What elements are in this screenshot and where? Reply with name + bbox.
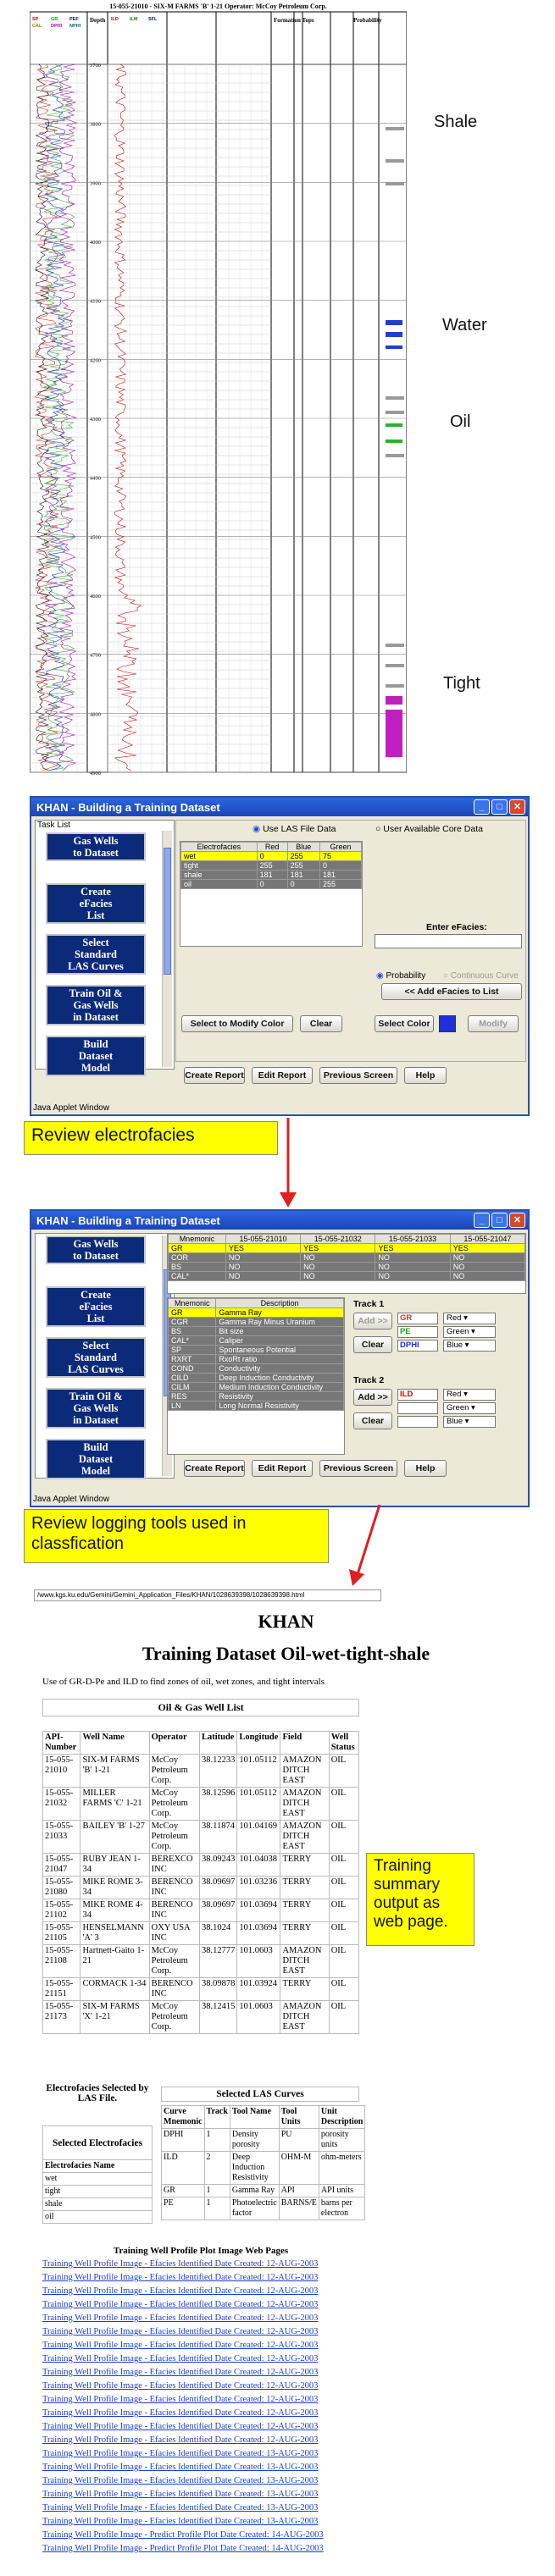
track2-clear-button[interactable]: Clear — [353, 1412, 392, 1429]
well-list-table — [42, 1731, 359, 2034]
track-curve-field[interactable]: DPHI — [397, 1340, 438, 1352]
probability-bar — [386, 664, 404, 667]
efacies-input[interactable] — [375, 934, 522, 948]
profile-image-link[interactable]: Training Well Profile Image - Efacies Identified Date Created: 12-AUG-2003 — [42, 2300, 319, 2309]
radio-continuous[interactable]: ○ Continuous Curve — [443, 971, 519, 981]
depth-tick: 4100 — [90, 298, 101, 305]
column-header[interactable]: Red — [257, 843, 287, 852]
footer-button[interactable]: Create Report — [184, 1460, 245, 1477]
task-list-scrollbar[interactable] — [162, 831, 172, 1067]
window-title: KHAN - Building a Training Dataset — [36, 800, 220, 814]
well-row: 15-055-21105 HENSELMANN 'A' 3 OXY USA INC 38.1024 101.03694 TERRY OIL — [43, 1922, 359, 1945]
track-curve-field[interactable]: ILD — [397, 1389, 438, 1401]
log-curve — [44, 64, 75, 771]
table-row[interactable]: COND Conductivity — [169, 1364, 344, 1374]
log-curve — [36, 64, 49, 771]
well-row: 15-055-21032 MILLER FARMS 'C' 1-21 McCoy Petroleum Corp. 38.12596 101.05112 AMAZON DITCH EAST OIL — [43, 1788, 359, 1821]
well-row: 15-055-21010 SIX-M FARMS 'B' 1-21 McCoy Petroleum Corp. 38.12233 101.05112 AMAZON DITCH EAST OIL — [43, 1755, 359, 1788]
probability-bar — [386, 454, 404, 457]
depth-tick: 4700 — [90, 652, 101, 659]
efacies-table[interactable] — [180, 841, 363, 947]
column-header: Latitude — [199, 1732, 236, 1755]
curve-legend: NPHI — [69, 24, 81, 29]
maximize-icon[interactable]: □ — [491, 1213, 508, 1228]
well-curve-table[interactable] — [167, 1233, 526, 1294]
profile-image-link[interactable]: Training Well Profile Image - Efacies Identified Date Created: 12-AUG-2003 — [42, 2273, 319, 2282]
select-modify-color-button[interactable]: Select to Modify Color — [181, 1015, 293, 1032]
probability-bar — [386, 159, 404, 163]
profile-image-link[interactable]: Training Well Profile Image - Efacies Identified Date Created: 12-AUG-2003 — [42, 2259, 319, 2269]
track1-clear-button[interactable]: Clear — [353, 1336, 392, 1353]
depth-tick: 3700 — [90, 63, 101, 69]
track1-add-button[interactable]: Add >> — [353, 1313, 392, 1329]
column-header[interactable]: Mnemonic — [169, 1235, 226, 1244]
track-color-select[interactable]: Green ▾ — [443, 1402, 496, 1414]
task-button[interactable]: Select Standard LAS Curves — [46, 1337, 146, 1378]
table-row[interactable]: GR Gamma Ray — [169, 1308, 344, 1318]
profile-image-link[interactable]: Training Well Profile Image - Predict Profile Plot Date Created: 14-AUG-2003 — [42, 2544, 324, 2553]
probability-bar — [386, 332, 402, 337]
log-canvas — [30, 0, 407, 779]
label-shale: Shale — [434, 113, 478, 131]
curve-row: ILD 2 Deep Induction Resistivity OHM-M ohm-meters — [162, 2152, 365, 2185]
task-button[interactable]: Train Oil & Gas Wells in Dataset — [46, 1388, 146, 1429]
column-header: Longitude — [237, 1732, 280, 1755]
task-button[interactable]: Select Standard LAS Curves — [46, 934, 146, 975]
log-header — [30, 12, 407, 64]
maximize-icon[interactable]: □ — [491, 799, 508, 815]
curve-row: GR 1 Gamma Ray API API units — [162, 2185, 365, 2197]
depth-header: Depth — [90, 17, 106, 24]
footer-button[interactable]: Edit Report — [252, 1067, 313, 1084]
column-header: Tool Units — [279, 2106, 319, 2129]
callout-training-summary: Training summary output as web page. — [366, 1853, 475, 1946]
column-header[interactable]: Green — [319, 843, 361, 852]
column-header[interactable]: 15-055-21032 — [301, 1235, 375, 1244]
applet-status: Java Applet Window — [33, 1103, 110, 1113]
table-row[interactable]: SP Spontaneous Potential — [169, 1346, 344, 1355]
column-header[interactable]: Mnemonic — [169, 1299, 216, 1308]
table-row[interactable]: CAL* Caliper — [169, 1336, 344, 1346]
table-row[interactable]: CILD Deep Induction Conductivity — [169, 1374, 344, 1383]
table-row[interactable]: shale 181 181 181 — [181, 871, 362, 880]
well-list-title: Oil & Gas Well List — [42, 1699, 359, 1716]
track-color-select[interactable]: Red ▾ — [443, 1313, 496, 1324]
task-button[interactable]: Train Oil & Gas Wells in Dataset — [46, 985, 146, 1025]
report-brand: KHAN — [258, 1611, 314, 1632]
table-row[interactable]: CAL* NO NO NO NO — [169, 1272, 525, 1281]
color-swatch — [439, 1015, 456, 1032]
track1-label: Track 1 — [353, 1299, 385, 1309]
radio-las[interactable]: ◉ Use LAS File Data — [253, 824, 336, 834]
column-header: Unit Description — [319, 2106, 364, 2129]
probability-bar — [386, 345, 402, 349]
task-list-panel — [35, 1233, 175, 1479]
track2-label: Track 2 — [353, 1375, 385, 1385]
track-color-select[interactable]: Blue ▾ — [443, 1416, 496, 1428]
table-row[interactable]: wet 0 255 75 — [181, 852, 362, 861]
formation-tops-header: Formation Tops — [274, 17, 314, 24]
table-row[interactable]: LN Long Normal Resistivity — [169, 1401, 344, 1411]
table-row[interactable]: GR YES YES YES YES — [169, 1244, 525, 1253]
efacies-table-report — [42, 2125, 153, 2224]
task-button[interactable]: Gas Wells to Dataset — [46, 832, 146, 861]
probability-bar — [386, 684, 404, 688]
task-button[interactable]: Create eFacies List — [46, 1286, 146, 1327]
track-color-select[interactable]: Blue ▾ — [443, 1340, 496, 1352]
profile-image-link[interactable]: Training Well Profile Image - Efacies Identified Date Created: 13-AUG-2003 — [42, 2503, 319, 2512]
efacies-header: Electrofacies Name — [43, 2160, 153, 2173]
column-header: Well Name — [80, 1732, 149, 1755]
profile-image-link[interactable]: Training Well Profile Image - Efacies Identified Date Created: 12-AUG-2003 — [42, 2354, 319, 2363]
curve-legend: CAL — [32, 24, 42, 29]
probability-bar — [386, 320, 402, 325]
task-button[interactable]: Gas Wells to Dataset — [46, 1235, 146, 1264]
log-frame — [30, 12, 407, 772]
efacies-section-title: Electrofacies Selected by LAS File. — [46, 2083, 149, 2103]
efacies-row: shale — [43, 2198, 153, 2211]
curve-legend: SFL — [148, 17, 158, 22]
column-header: Operator — [149, 1732, 199, 1755]
probability-header: Probability — [353, 17, 382, 24]
radio-core[interactable]: ○ User Available Core Data — [375, 824, 483, 834]
down-arrow-icon — [271, 1118, 305, 1211]
profile-image-link[interactable]: Training Well Profile Image - Efacies Identified Date Created: 12-AUG-2003 — [42, 2327, 319, 2336]
efacies-subtitle: Selected Electrofacies — [43, 2126, 153, 2160]
depth-tick: 4000 — [90, 240, 101, 246]
profile-image-link[interactable]: Training Well Profile Image - Efacies Identified Date Created: 12-AUG-2003 — [42, 2286, 319, 2296]
efacies-row: tight — [43, 2186, 153, 2198]
well-row: 15-055-21047 RUBY JEAN 1-34 BEREXCO INC 38.09243 101.04038 TERRY OIL — [43, 1854, 359, 1877]
depth-tick: 3800 — [90, 121, 101, 128]
curve-row: PE 1 Photoelectric factor BARNS/E barns per electron — [162, 2197, 365, 2220]
profile-image-link[interactable]: Training Well Profile Image - Predict Profile Plot Date Created: 14-AUG-2003 — [42, 2530, 324, 2540]
probability-bar — [386, 710, 402, 757]
track-color-select[interactable]: Green ▾ — [443, 1326, 496, 1338]
probability-bar — [386, 439, 402, 443]
mnemonic-table[interactable] — [167, 1297, 345, 1455]
footer-button[interactable]: Create Report — [184, 1067, 245, 1084]
column-header: Tool Name — [230, 2106, 279, 2129]
depth-tick: 4200 — [90, 357, 101, 364]
table-row[interactable]: RXRT RxoRt ratio — [169, 1355, 344, 1364]
minimize-icon[interactable]: _ — [474, 799, 490, 815]
track-curve-field[interactable]: GR — [397, 1313, 438, 1324]
table-row[interactable]: RES Resistivity — [169, 1392, 344, 1401]
table-row[interactable]: BS Bit size — [169, 1327, 344, 1336]
task-button[interactable]: Build Dataset Model — [46, 1439, 146, 1479]
task-list-label: Task List — [37, 821, 70, 830]
column-header[interactable]: Electrofacies — [181, 843, 258, 852]
label-tight: Tight — [443, 674, 480, 693]
curve-legend: GR — [51, 17, 58, 22]
task-button[interactable]: Build Dataset Model — [46, 1036, 146, 1076]
table-row[interactable]: CGR Gamma Ray Minus Uranium — [169, 1318, 344, 1327]
depth-tick: 4400 — [90, 475, 101, 482]
depth-tick: 4900 — [90, 771, 101, 777]
add-efacies-button[interactable]: << Add eFacies to List — [381, 983, 522, 1000]
log-curve — [45, 64, 65, 771]
curve-legend: DPHI — [51, 24, 63, 29]
applet-status: Java Applet Window — [33, 1495, 110, 1504]
links-title: Training Well Profile Plot Image Web Pages — [113, 2246, 289, 2256]
well-row: 15-055-21173 SIX-M FARMS 'X' 1-21 McCoy Petroleum Corp. 38.12415 101.0603 AMAZON DITCH EAST OIL — [43, 2001, 359, 2034]
enter-efacies-label: Enter eFacies: — [426, 922, 487, 932]
report-intro: Use of GR-D-Pe and ILD to find zones of oil, wet zones, and tight intervals — [42, 1677, 325, 1687]
track-curve-field[interactable] — [397, 1402, 438, 1414]
probability-bar — [386, 127, 404, 130]
url-bar[interactable]: /www.kgs.ku.edu/Gemini/Gemini_Application_Files/KHAN/1028639398/1028639398.html — [34, 1589, 381, 1601]
profile-image-link[interactable]: Training Well Profile Image - Efacies Identified Date Created: 12-AUG-2003 — [42, 2408, 319, 2418]
curves-section-title: Selected LAS Curves — [161, 2087, 359, 2102]
window-titlebar[interactable] — [31, 1211, 528, 1230]
curve-legend: ILM — [130, 17, 138, 22]
window-title: KHAN - Building a Training Dataset — [36, 1213, 220, 1227]
column-header[interactable]: Blue — [287, 843, 319, 852]
well-row: 15-055-21080 MIKE ROME 3-34 BERENCO INC 38.09697 101.03236 TERRY OIL — [43, 1877, 359, 1899]
column-header[interactable]: Description — [216, 1299, 344, 1308]
profile-image-link[interactable]: Training Well Profile Image - Efacies Identified Date Created: 13-AUG-2003 — [42, 2449, 319, 2458]
depth-tick: 4500 — [90, 534, 101, 541]
close-icon[interactable]: ✕ — [509, 799, 525, 815]
label-oil: Oil — [450, 412, 471, 431]
probability-bar — [386, 396, 404, 400]
depth-tick: 4300 — [90, 417, 101, 423]
curve-legend: ILD — [111, 17, 119, 22]
label-water: Water — [442, 316, 487, 334]
diagonal-arrow-icon — [339, 1503, 390, 1588]
profile-image-link[interactable]: Training Well Profile Image - Efacies Identified Date Created: 12-AUG-2003 — [42, 2368, 319, 2377]
clear-button[interactable]: Clear — [300, 1015, 342, 1032]
probability-bar — [386, 423, 402, 427]
khan-window-curves — [30, 1209, 530, 1507]
profile-image-link[interactable]: Training Well Profile Image - Efacies Identified Date Created: 12-AUG-2003 — [42, 2341, 319, 2350]
log-title: 15-055-21010 - SIX-M FARMS 'B' 1-21 Operator: McCoy Petroleum Corp. — [109, 3, 327, 10]
column-header[interactable]: 15-055-21033 — [375, 1235, 450, 1244]
well-row: 15-055-21108 Hartnett-Gaito 1-21 McCoy Petroleum Corp. 38.12777 101.0603 AMAZON DITCH EAST OIL — [43, 1945, 359, 1978]
column-header: Field — [280, 1732, 329, 1755]
callout-review-electrofacies: Review electrofacies — [24, 1121, 278, 1155]
profile-image-link[interactable]: Training Well Profile Image - Efacies Identified Date Created: 12-AUG-2003 — [42, 2313, 319, 2323]
probability-bar — [386, 644, 404, 647]
column-header: Curve Mnemonic — [162, 2106, 205, 2129]
radio-probability[interactable]: ◉ Probability — [376, 971, 426, 981]
column-header[interactable]: 15-055-21047 — [450, 1235, 524, 1244]
profile-image-link[interactable]: Training Well Profile Image - Efacies Identified Date Created: 12-AUG-2003 — [42, 2435, 319, 2445]
callout-review-logging-tools: Review logging tools used in classfication — [24, 1509, 329, 1563]
efacies-row: wet — [43, 2173, 153, 2186]
efacies-row: oil — [43, 2211, 153, 2224]
well-row: 15-055-21151 CORMACK 1-34 BERENCO INC 38.09878 101.03924 TERRY OIL — [43, 1978, 359, 2001]
probability-bar — [386, 182, 404, 185]
curve-legend: PEF — [69, 17, 79, 22]
profile-image-link[interactable]: Training Well Profile Image - Efacies Identified Date Created: 12-AUG-2003 — [42, 2395, 319, 2404]
window-titlebar[interactable] — [31, 798, 528, 816]
depth-tick: 4800 — [90, 711, 101, 718]
profile-image-link[interactable]: Training Well Profile Image - Efacies Identified Date Created: 12-AUG-2003 — [42, 2381, 319, 2391]
minimize-icon[interactable]: _ — [474, 1213, 490, 1228]
resistivity-curve — [114, 64, 141, 771]
table-row[interactable]: oil 0 0 255 — [181, 880, 362, 889]
efacies-panel — [175, 820, 526, 1062]
profile-image-link[interactable]: Training Well Profile Image - Efacies Identified Date Created: 13-AUG-2003 — [42, 2476, 319, 2485]
task-list-panel — [35, 820, 175, 1074]
depth-tick: 3900 — [90, 180, 101, 187]
table-row[interactable]: COR NO NO NO NO — [169, 1253, 525, 1263]
column-header: Track — [204, 2106, 230, 2129]
track-color-select[interactable]: Red ▾ — [443, 1389, 496, 1401]
footer-button[interactable]: Previous Screen — [319, 1460, 397, 1477]
well-row: 15-055-21102 MIKE ROME 4-34 BERENCO INC 38.09697 101.03694 TERRY OIL — [43, 1899, 359, 1922]
table-row[interactable]: tight 255 255 0 — [181, 861, 362, 871]
footer-button[interactable]: Previous Screen — [319, 1067, 397, 1084]
track-curve-field[interactable] — [397, 1416, 438, 1428]
track2-add-button[interactable]: Add >> — [353, 1389, 392, 1406]
close-icon[interactable]: ✕ — [509, 1213, 525, 1228]
footer-button[interactable]: Edit Report — [252, 1460, 313, 1477]
well-log-plot — [30, 0, 407, 779]
select-color-button[interactable]: Select Color — [375, 1015, 434, 1032]
footer-button[interactable]: Help — [404, 1067, 447, 1084]
track-curve-field[interactable]: PE — [397, 1326, 438, 1338]
probability-bar — [386, 696, 402, 705]
profile-image-link[interactable]: Training Well Profile Image - Efacies Identified Date Created: 13-AUG-2003 — [42, 2463, 319, 2472]
table-row[interactable]: BS NO NO NO NO — [169, 1263, 525, 1272]
modify-button[interactable]: Modify — [468, 1015, 519, 1032]
column-header: Well Status — [329, 1732, 358, 1755]
table-row[interactable]: CILM Medium Induction Conductivity — [169, 1383, 344, 1392]
curves-table — [161, 2105, 365, 2220]
profile-image-link[interactable]: Training Well Profile Image - Efacies Identified Date Created: 12-AUG-2003 — [42, 2422, 319, 2431]
curve-row: DPHI 1 Density porosity PU porosity units — [162, 2129, 365, 2152]
column-header[interactable]: 15-055-21010 — [225, 1235, 300, 1244]
khan-window-efacies — [30, 796, 530, 1116]
profile-image-link[interactable]: Training Well Profile Image - Efacies Identified Date Created: 13-AUG-2003 — [42, 2517, 319, 2526]
well-row: 15-055-21033 BAILEY 'B' 1-27 McCoy Petroleum Corp. 38.11874 101.04169 AMAZON DITCH EAST OIL — [43, 1821, 359, 1854]
probability-bar — [386, 411, 404, 414]
depth-tick: 4600 — [90, 594, 101, 600]
profile-image-link[interactable]: Training Well Profile Image - Efacies Identified Date Created: 13-AUG-2003 — [42, 2490, 319, 2499]
task-button[interactable]: Create eFacies List — [46, 883, 146, 924]
column-header: API-Number — [43, 1732, 80, 1755]
curve-legend: SP — [32, 17, 39, 22]
footer-button[interactable]: Help — [404, 1460, 447, 1477]
report-title: Training Dataset Oil-wet-tight-shale — [142, 1643, 430, 1664]
